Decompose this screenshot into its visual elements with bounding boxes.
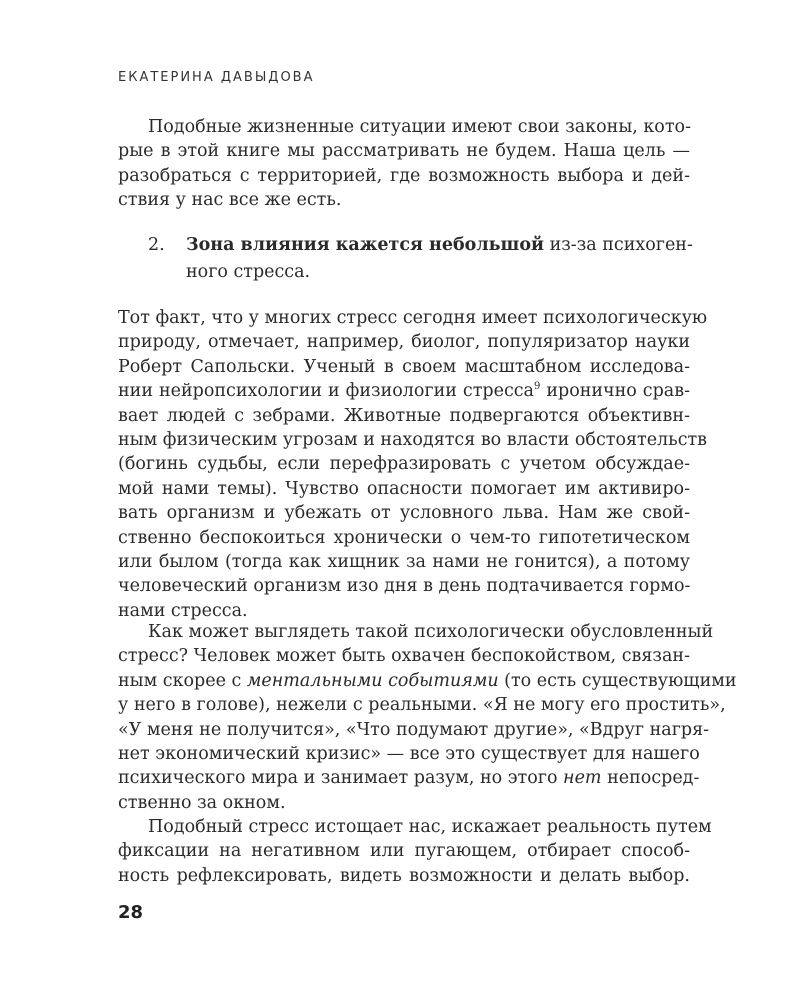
text-line: вать организм и убежать от условного льва. Нам же свой- [118,503,690,524]
list-item [148,232,693,286]
line-text: нии нейропсихологии и физиологии стресса [118,381,534,402]
line-text: иронично срав- [540,381,691,402]
text-line: мой нами темы). Чувство опасности помогает им активиро- [118,478,690,499]
text-line: нами стресса. [118,600,248,621]
italic-text: нет [563,768,602,789]
intro-paragraph [118,115,690,213]
text-line: фиксации на негативном или пугающем, отбирает способ- [118,841,690,862]
text-line: ственно беспокоиться хронически о чем-то гипотетическом [118,527,690,548]
text-line: ствия у нас все же есть. [118,190,342,211]
line-text: ным скорее с [118,670,247,691]
text-line: стресс? Человек может быть охвачен беспокойством, связан- [118,646,690,667]
text-line [118,379,690,403]
text-line: рые в этой книге мы рассматривать не будем. Наша цель — [118,141,690,162]
text-line: ность рефлексировать, видеть возможности и делать выбор. [118,865,690,886]
text-line: Как может выглядеть такой психологически обусловленный [148,622,714,642]
line-text: психического мира и занимает разум, но этого [118,768,564,789]
text-line: Подобный стресс истощает нас, искажает реальность путем [148,817,712,837]
footnote-ref[interactable]: 9 [533,381,541,393]
text-line: (богинь судьбы, если перефразировать с учетом обсуждае- [118,454,690,475]
text-line: ственно за окном. [118,792,286,813]
text-line: вает людей с зебрами. Животные подвергаются объективн- [118,405,690,426]
list-bold-text: Зона влияния кажется небольшой [186,235,545,255]
list-text: из-за психоген- [544,235,693,255]
text-line: ным физическим угрозам и находятся во власти обстоятельств [118,429,708,450]
text-line: нет экономический кризис» — все это существует для нашего [118,743,700,764]
page-number: 28 [118,902,144,923]
paragraph-2 [118,620,737,815]
paragraph-3 [118,815,712,888]
text-line: «У меня не получится», «Что подумают другие», «Вдруг нагря- [118,719,710,740]
text-line: Тот факт, что у многих стресс сегодня имеет психологическую [118,308,708,328]
text-line: природу, отмечает, например, биолог, популяризатор науки [118,332,690,353]
italic-text: ментальными событиями [246,670,499,691]
line-text: непосред- [601,768,700,789]
text-line: у него в голове), нежели с реальными. «Я не могу его простить», [118,695,726,716]
text-line: Подобные жизненные ситуации имеют свои законы, кото- [148,117,691,137]
running-head: ЕКАТЕРИНА ДАВЫДОВА [118,70,315,85]
text-line: или былом (тогда как хищник за нами не гонится), а потому [118,551,690,572]
text-line [118,669,737,693]
text-line: Роберт Сапольски. Ученый в своем масштабном исследова- [118,356,690,377]
text-line [118,766,700,790]
text-line: человеческий организм изо дня в день подтачивается гормо- [118,576,691,597]
list-number: 2. [148,235,165,255]
list-line: ного стресса. [186,262,311,283]
line-text: (то есть существующими [498,670,737,691]
list-line [148,232,693,259]
text-line: разобраться с территорией, где возможность выбора и дей- [118,165,690,186]
paragraph-1 [118,306,708,623]
